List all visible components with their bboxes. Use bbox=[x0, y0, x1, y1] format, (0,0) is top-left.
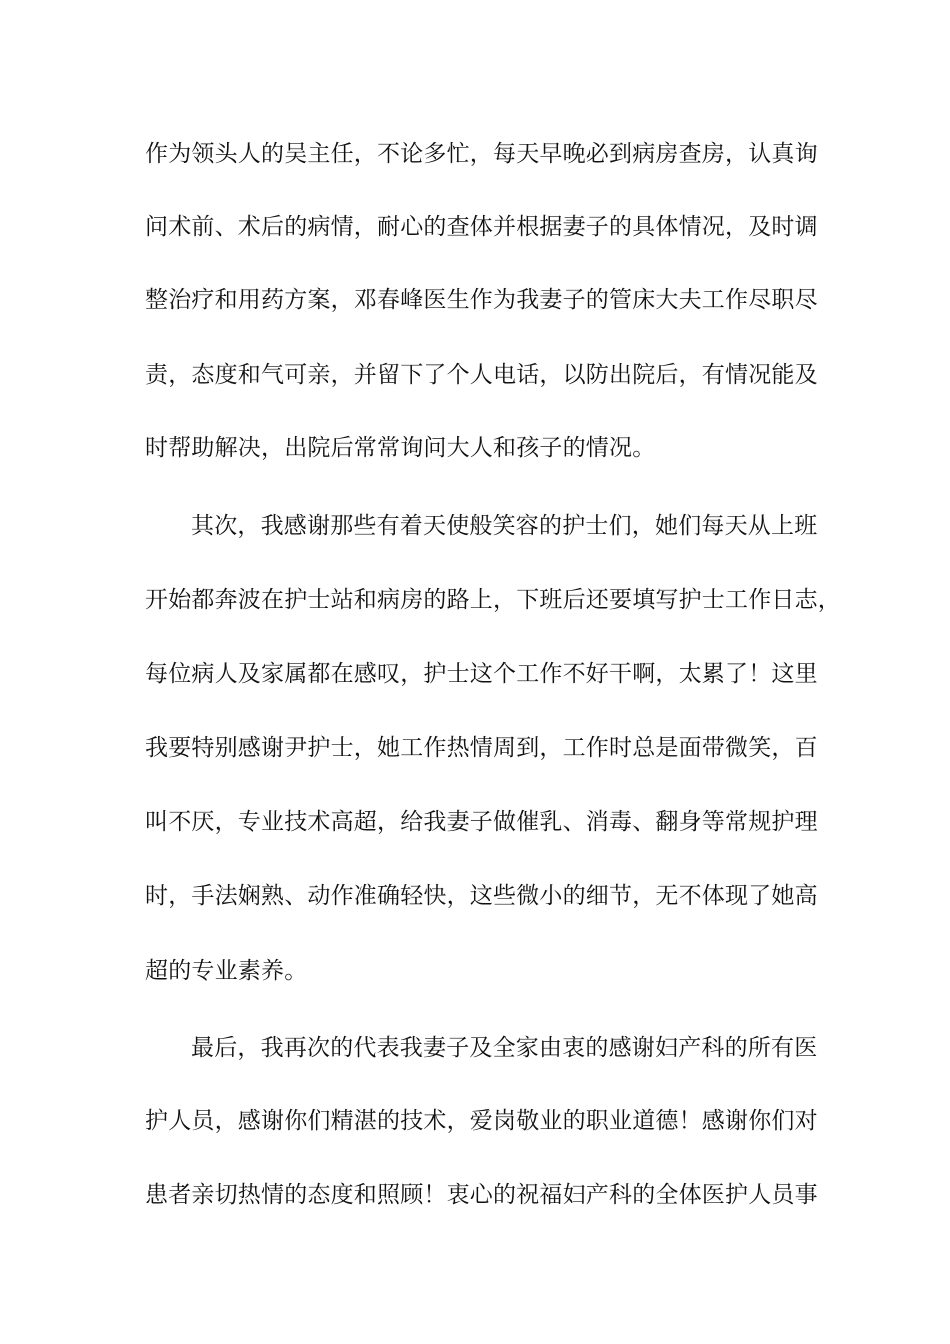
text-line: 责，态度和气可亲，并留下了个人电话，以防出院后，有情况能及 bbox=[145, 362, 818, 388]
text-line: 叫不厌，专业技术高超，给我妻子做催乳、消毒、翻身等常规护理 bbox=[145, 809, 818, 835]
text-line: 超的专业素养。 bbox=[145, 958, 308, 984]
paragraph-start-line: 最后，我再次的代表我妻子及全家由衷的感谢妇产科的所有医 bbox=[191, 1035, 818, 1061]
text-line: 作为领头人的吴主任，不论多忙，每天早晚必到病房查房，认真询 bbox=[145, 141, 818, 167]
text-line: 整治疗和用药方案，邓春峰医生作为我妻子的管床大夫工作尽职尽 bbox=[145, 287, 818, 313]
text-line: 护人员，感谢你们精湛的技术，爱岗敬业的职业道德！感谢你们对 bbox=[145, 1108, 818, 1134]
paragraph-start-line: 其次，我感谢那些有着天使般笑容的护士们，她们每天从上班 bbox=[191, 513, 818, 539]
text-line: 问术前、术后的病情，耐心的查体并根据妻子的具体情况，及时调 bbox=[145, 214, 818, 240]
text-line: 患者亲切热情的态度和照顾！衷心的祝福妇产科的全体医护人员事 bbox=[145, 1182, 818, 1208]
text-line: 每位病人及家属都在感叹，护士这个工作不好干啊，太累了！这里 bbox=[145, 661, 818, 687]
text-line: 时帮助解决，出院后常常询问大人和孩子的情况。 bbox=[145, 435, 656, 461]
text-line: 我要特别感谢尹护士，她工作热情周到，工作时总是面带微笑，百 bbox=[145, 735, 818, 761]
text-line: 时，手法娴熟、动作准确轻快，这些微小的细节，无不体现了她高 bbox=[145, 883, 818, 909]
text-line: 开始都奔波在护士站和病房的路上，下班后还要填写护士工作日志， bbox=[145, 587, 841, 613]
